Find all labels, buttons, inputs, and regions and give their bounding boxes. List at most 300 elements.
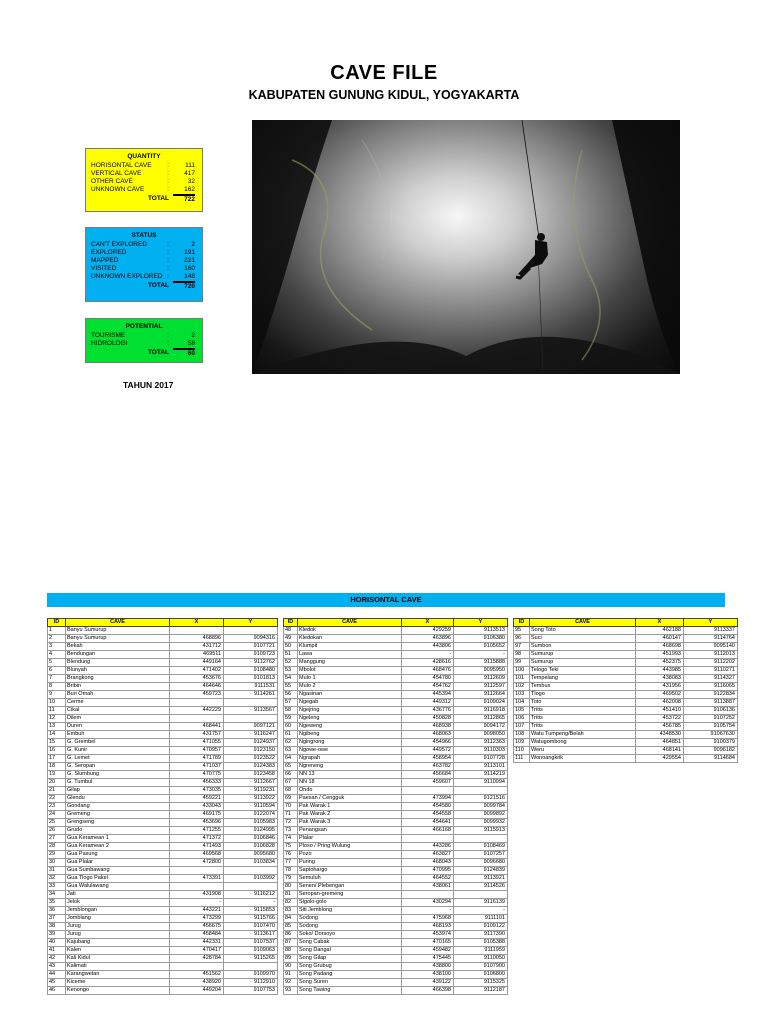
table-row (48, 739, 278, 747)
table-row (284, 723, 508, 731)
cell-cave-name: G. Slumbung (66, 771, 170, 779)
cell-x (170, 883, 224, 891)
cell-cave-name: Wonoangkrik (530, 755, 636, 763)
cell-y: 9113922 (224, 795, 278, 803)
page-title: CAVE FILE (330, 62, 438, 84)
cell-id: 13 (48, 723, 66, 731)
cell-cave-name: Pak Warak 3 (298, 819, 402, 827)
cell-x: 438100 (402, 971, 454, 979)
cell-id: 19 (48, 771, 66, 779)
cell-y: 9113921 (454, 875, 508, 883)
cell-x: 442331 (170, 939, 224, 947)
table-row (284, 747, 508, 755)
cell-cave-name: Ngingrong (298, 739, 402, 747)
cell-cave-name: Tritis (530, 707, 636, 715)
cell-y: 9123150 (224, 747, 278, 755)
cell-y: 9106136 (684, 707, 738, 715)
cell-id: 7 (48, 675, 66, 683)
cell-y: 9109063 (224, 947, 278, 955)
cave-table-3 (513, 618, 738, 763)
cell-cave-name: Ngeweng (298, 723, 402, 731)
cell-cave-name: Gremeng (66, 811, 170, 819)
cell-y: 9110594 (224, 803, 278, 811)
year-label: TAHUN 2017 (123, 380, 174, 390)
table-row (514, 715, 738, 723)
summary-row (91, 265, 197, 273)
cell-y: 9099892 (454, 811, 508, 819)
table-row (48, 979, 278, 987)
table-row (284, 859, 508, 867)
cell-x: 453722 (636, 715, 684, 723)
cell-x: 473994 (402, 795, 454, 803)
cell-cave-name: Ngowe-owe (298, 747, 402, 755)
column-header-y: Y (454, 619, 508, 627)
cell-id: 27 (48, 835, 66, 843)
cell-cave-name: Watugombong (530, 739, 636, 747)
cell-y (224, 867, 278, 875)
cell-id: 32 (48, 875, 66, 883)
cell-id: 51 (284, 651, 298, 659)
colon: : (167, 273, 169, 280)
cell-cave-name: Pak Warak 2 (298, 811, 402, 819)
cell-cave-name: Ngreneng (298, 763, 402, 771)
summary-row (91, 170, 197, 178)
cell-cave-name: Grudo (66, 827, 170, 835)
cell-y: 9117390 (454, 931, 508, 939)
cell-x: 463827 (402, 851, 454, 859)
cell-y: 9112865 (454, 715, 508, 723)
cell-id: 102 (514, 683, 530, 691)
cell-id: 58 (284, 707, 298, 715)
cell-cave-name: G. Kunir (66, 747, 170, 755)
cell-x: 454580 (402, 803, 454, 811)
cell-x: 452375 (636, 659, 684, 667)
cell-y: 9116212 (224, 891, 278, 899)
cell-id: 2 (48, 635, 66, 643)
cell-cave-name: Puring (298, 859, 402, 867)
cell-y: 9124995 (224, 827, 278, 835)
cell-id: 16 (48, 747, 66, 755)
cell-cave-name: Sumurup (530, 659, 636, 667)
table-row (284, 635, 508, 643)
column-header-id: ID (284, 619, 298, 627)
cell-x: 443985 (636, 667, 684, 675)
table-row (284, 819, 508, 827)
table-row (48, 867, 278, 875)
cell-cave-name: Karangwetan (66, 971, 170, 979)
table-row (514, 635, 738, 643)
table-row (48, 659, 278, 667)
cell-x: 468938 (402, 723, 454, 731)
table-row (48, 675, 278, 683)
cell-y: 9105652 (454, 643, 508, 651)
cell-x (402, 835, 454, 843)
cell-y: 9111959 (454, 947, 508, 955)
cell-id: 93 (284, 987, 298, 995)
cell-id: 30 (48, 859, 66, 867)
cell-id: 78 (284, 867, 298, 875)
cell-x: 431712 (170, 643, 224, 651)
column-header-y: Y (224, 619, 278, 627)
cell-x: 468141 (636, 747, 684, 755)
column-header-cave: CAVE (66, 619, 170, 627)
cell-y: 9123458 (224, 771, 278, 779)
cell-id: 33 (48, 883, 66, 891)
cell-x: 438800 (402, 963, 454, 971)
cell-x: 468698 (636, 643, 684, 651)
row-value: 111 (185, 162, 195, 169)
table-row (48, 987, 278, 995)
cell-y: 9113101 (454, 763, 508, 771)
cell-cave-name: Lawa (298, 651, 402, 659)
table-row (48, 667, 278, 675)
table-row (48, 651, 278, 659)
table-row (48, 907, 278, 915)
column-header-id: ID (48, 619, 66, 627)
cell-x: 470775 (170, 771, 224, 779)
cell-y: 9114526 (454, 883, 508, 891)
cell-y (454, 835, 508, 843)
cell-cave-name: G. Tumbul (66, 779, 170, 787)
cell-cave-name: Jurug (66, 931, 170, 939)
cell-id: 54 (284, 675, 298, 683)
cell-y: 9112363 (454, 739, 508, 747)
cell-id: 66 (284, 771, 298, 779)
cell-x: 469568 (170, 851, 224, 859)
table-row (48, 947, 278, 955)
table-row (48, 763, 278, 771)
cell-cave-name: NN 18 (298, 779, 402, 787)
cell-y: 9113887 (684, 699, 738, 707)
colon: : (167, 186, 169, 193)
table-header-row (48, 619, 278, 627)
cell-y: 9122834 (684, 691, 738, 699)
cell-y: 9123522 (224, 755, 278, 763)
table-row (284, 907, 508, 915)
cell-id: 43 (48, 963, 66, 971)
cell-y: 9100379 (684, 739, 738, 747)
cell-id: 17 (48, 755, 66, 763)
cell-y: 9094172 (454, 723, 508, 731)
colon: : (167, 332, 169, 339)
cell-id: 12 (48, 715, 66, 723)
table-row (284, 963, 508, 971)
cell-x: 468043 (402, 859, 454, 867)
cell-y: 9098050 (454, 731, 508, 739)
cave-table-1 (47, 618, 278, 995)
cell-id: 3 (48, 643, 66, 651)
row-label: TOURISME (91, 332, 126, 339)
table-row (514, 643, 738, 651)
table-row (48, 923, 278, 931)
cell-y: 9106828 (224, 843, 278, 851)
cell-x: 456684 (402, 771, 454, 779)
cell-x: 453974 (402, 931, 454, 939)
cell-y: 9099784 (454, 803, 508, 811)
cell-cave-name: Jomblang (66, 915, 170, 923)
row-label: HIDROLOGI (91, 340, 128, 347)
cell-x: 471255 (170, 827, 224, 835)
row-label: CAN'T EXPLORED (91, 241, 148, 248)
table-row (284, 979, 508, 987)
table-row (48, 731, 278, 739)
cell-cave-name: Bendungan (66, 651, 170, 659)
cell-cave-name: Siti Jemblong (298, 907, 402, 915)
cell-cave-name: Ngibeng (298, 731, 402, 739)
table-row (284, 763, 508, 771)
cell-id: 36 (48, 907, 66, 915)
cell-x: 454558 (402, 811, 454, 819)
table-row (284, 827, 508, 835)
table-row (284, 843, 508, 851)
cell-cave-name: Song Tawing (298, 987, 402, 995)
table-row (284, 731, 508, 739)
cell-cave-name: Sigolo-golo (298, 899, 402, 907)
table-row (284, 739, 508, 747)
cell-cave-name: Tembus (530, 683, 636, 691)
cell-x: 4348530 (636, 731, 684, 739)
cell-y: 9115766 (224, 915, 278, 923)
cell-y: 9110050 (454, 955, 508, 963)
cell-id: 50 (284, 643, 298, 651)
cell-cave-name: Mulo 1 (298, 675, 402, 683)
cell-y (224, 627, 278, 635)
table-row (284, 811, 508, 819)
cell-cave-name: Penangsan (298, 827, 402, 835)
cell-cave-name: Bekah (66, 643, 170, 651)
table-row (514, 683, 738, 691)
row-label: EXPLORED (91, 249, 127, 256)
table-row (48, 955, 278, 963)
cell-id: 89 (284, 955, 298, 963)
cell-x: 451562 (170, 971, 224, 979)
cell-id: 83 (284, 907, 298, 915)
cell-id: 8 (48, 683, 66, 691)
cell-x: 471372 (170, 835, 224, 843)
cell-y: 9112187 (454, 987, 508, 995)
cell-cave-name: Kledok (298, 627, 402, 635)
cell-x: 468063 (402, 731, 454, 739)
cell-cave-name: Gua Walulawang (66, 883, 170, 891)
table-row (284, 867, 508, 875)
colon: : (167, 241, 169, 248)
table-row (284, 779, 508, 787)
cell-cave-name: Paesan / Cengguk (298, 795, 402, 803)
quantity-heading: QUANTITY (127, 153, 161, 160)
cell-y: 9106800 (454, 971, 508, 979)
cell-y: 9094316 (224, 635, 278, 643)
cell-id: 35 (48, 899, 66, 907)
cell-id: 53 (284, 667, 298, 675)
cell-y: 9112013 (684, 651, 738, 659)
table-header-row (284, 619, 508, 627)
summary-row (91, 241, 197, 249)
cell-cave-name: Weru (530, 747, 636, 755)
table-row (48, 883, 278, 891)
cell-y: 9107537 (224, 939, 278, 947)
cell-id: 108 (514, 731, 530, 739)
cell-id: 59 (284, 715, 298, 723)
table-row (48, 683, 278, 691)
cell-id: 86 (284, 931, 298, 939)
cell-y (454, 891, 508, 899)
cell-id: 75 (284, 843, 298, 851)
cell-id: 5 (48, 659, 66, 667)
cell-cave-name: Gua Sumbawang (66, 867, 170, 875)
cell-cave-name: Song Gilap (298, 955, 402, 963)
table-row (48, 643, 278, 651)
column-header-y: Y (684, 619, 738, 627)
cell-id: 109 (514, 739, 530, 747)
table-row (48, 851, 278, 859)
table-row (284, 915, 508, 923)
cell-y: 9116065 (684, 683, 738, 691)
cell-id: 81 (284, 891, 298, 899)
cell-cave-name: Embuh (66, 731, 170, 739)
cell-x: 454966 (402, 739, 454, 747)
cave-table-2 (283, 618, 508, 995)
cell-id: 41 (48, 947, 66, 955)
cell-cave-name: Song Toto (530, 627, 636, 635)
cell-cave-name: Banyu Sumurup (66, 627, 170, 635)
cell-id: 37 (48, 915, 66, 923)
row-value: 417 (184, 170, 195, 177)
table-row (48, 779, 278, 787)
cell-id: 14 (48, 731, 66, 739)
cell-x: 443286 (402, 843, 454, 851)
cell-y: 9105754 (684, 723, 738, 731)
cell-x: 469511 (170, 651, 224, 659)
cell-cave-name: Toto (530, 699, 636, 707)
cell-cave-name: Ngasinan (298, 691, 402, 699)
cell-x: 462008 (636, 699, 684, 707)
cell-y: 9112762 (224, 659, 278, 667)
total-value: 720 (173, 282, 195, 291)
cell-x: 464552 (402, 875, 454, 883)
cell-y: 9111101 (454, 915, 508, 923)
cell-id: 23 (48, 803, 66, 811)
cell-x: 471789 (170, 755, 224, 763)
cell-y: 9112667 (224, 779, 278, 787)
table-row (284, 803, 508, 811)
table-row (514, 651, 738, 659)
cell-x: 459221 (170, 795, 224, 803)
cell-x: 462188 (636, 627, 684, 635)
table-row (514, 707, 738, 715)
cell-x: 450828 (402, 715, 454, 723)
cell-id: 67 (284, 779, 298, 787)
cell-id: 79 (284, 875, 298, 883)
page-subtitle: KABUPATEN GUNUNG KIDUL, YOGYAKARTA (248, 88, 520, 102)
cell-id: 87 (284, 939, 298, 947)
cell-y: 9107728 (454, 755, 508, 763)
cell-x: 451993 (636, 651, 684, 659)
cell-id: 96 (514, 635, 530, 643)
cell-cave-name: Buri Omah (66, 691, 170, 699)
cell-cave-name: Seropan-gremeng (298, 891, 402, 899)
table-row (284, 947, 508, 955)
cell-x: 471055 (170, 739, 224, 747)
cell-cave-name: Ondo (298, 787, 402, 795)
cell-y: 9096182 (684, 747, 738, 755)
cell-y: 9096680 (454, 859, 508, 867)
cell-y: 9113513 (454, 627, 508, 635)
cave-photo (252, 120, 680, 374)
quantity-summary (85, 148, 203, 212)
cell-cave-name: Song Cabak (298, 939, 402, 947)
table-row (284, 931, 508, 939)
cell-cave-name: Plalar (298, 835, 402, 843)
cell-y: 9113567 (224, 707, 278, 715)
cell-x: - (402, 907, 454, 915)
table-header-row (514, 619, 738, 627)
cell-x: 459482 (402, 947, 454, 955)
cell-y: 9103834 (224, 859, 278, 867)
table-row (514, 659, 738, 667)
cell-x: 466398 (402, 987, 454, 995)
cell-y: 9105388 (454, 939, 508, 947)
cell-cave-name: Gua Keramean 1 (66, 835, 170, 843)
table-row (284, 835, 508, 843)
cell-id: 69 (284, 795, 298, 803)
cell-cave-name: Tempelang (530, 675, 636, 683)
cell-id: 70 (284, 803, 298, 811)
cell-x: 431908 (170, 891, 224, 899)
potential-heading: POTENTIAL (125, 323, 163, 330)
cell-cave-name: Duren (66, 723, 170, 731)
cell-cave-name: Ngeleng (298, 715, 402, 723)
table-row (284, 971, 508, 979)
cell-cave-name: Blunyah (66, 667, 170, 675)
table-row (284, 851, 508, 859)
cell-x: 468193 (402, 923, 454, 931)
table-row (284, 667, 508, 675)
column-header-x: X (636, 619, 684, 627)
cell-x (170, 627, 224, 635)
cell-cave-name: Mulo 2 (298, 683, 402, 691)
row-value: 58 (173, 340, 195, 349)
cell-y: - (224, 899, 278, 907)
cell-cave-name: Kalen (66, 947, 170, 955)
cell-y: 9110994 (454, 779, 508, 787)
table-row (48, 827, 278, 835)
cell-y: 9115265 (224, 955, 278, 963)
table-row (284, 691, 508, 699)
cell-y: 9110303 (454, 747, 508, 755)
cell-cave-name: Kajubang (66, 939, 170, 947)
cell-cave-name: Kiceme (66, 979, 170, 987)
cell-cave-name: Banyu Sumurup (66, 635, 170, 643)
table-row (48, 635, 278, 643)
cell-x: 466168 (402, 827, 454, 835)
table-row (48, 691, 278, 699)
summary-total (91, 195, 197, 204)
table-row (514, 731, 738, 739)
cell-y: 9115853 (224, 907, 278, 915)
cell-cave-name: Ngrapah (298, 755, 402, 763)
cell-id: 4 (48, 651, 66, 659)
row-value: 2 (191, 332, 195, 339)
table-row (284, 715, 508, 723)
cell-id: 20 (48, 779, 66, 787)
cell-y: 9108469 (454, 843, 508, 851)
cell-x: 453696 (170, 819, 224, 827)
cell-y: 9112910 (224, 979, 278, 987)
table-row (284, 771, 508, 779)
cell-x: 433043 (170, 803, 224, 811)
cell-cave-name: Song Suren (298, 979, 402, 987)
cell-y: 9115913 (454, 827, 508, 835)
